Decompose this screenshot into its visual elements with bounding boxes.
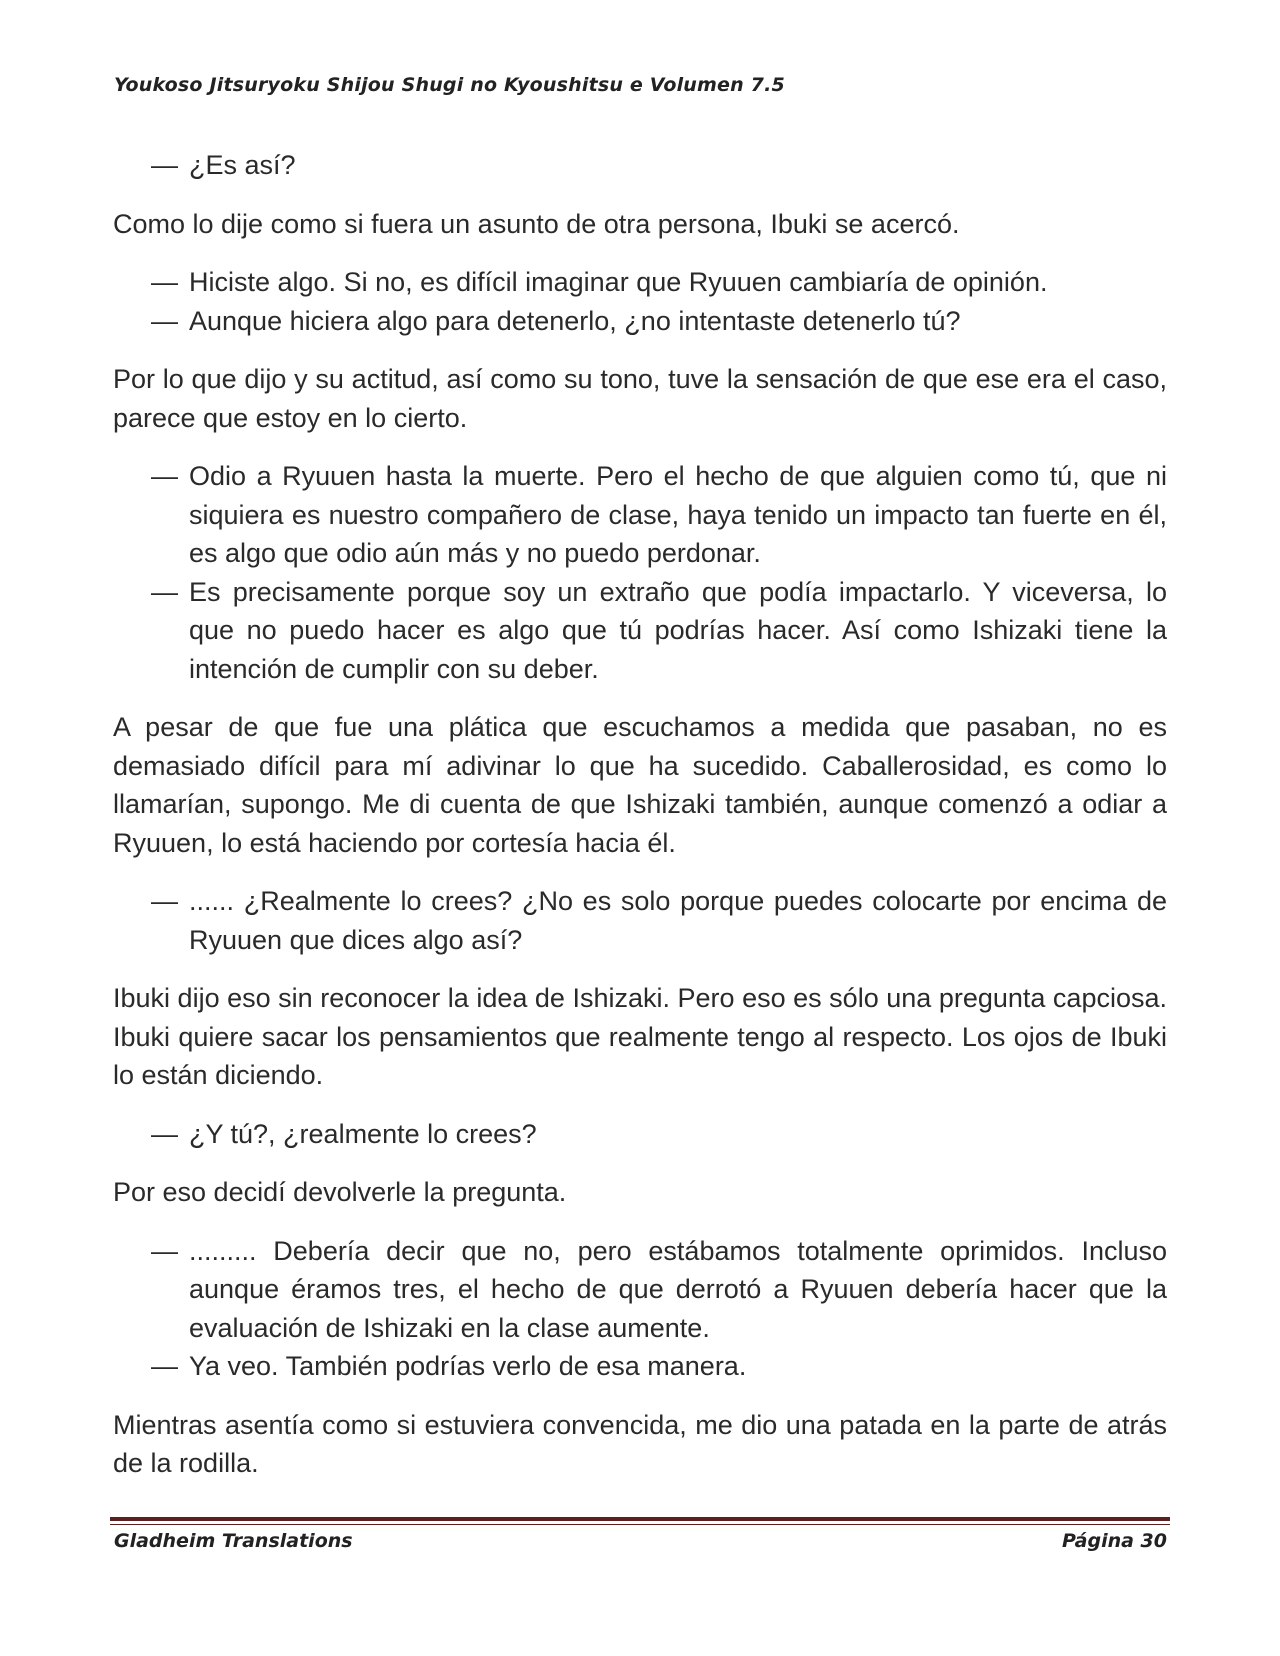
paragraph: A pesar de que fue una plática que escuchamos a medida que pasaban, no es demasiado difícil para mí adivinar lo que ha sucedido. Caballerosidad, es como lo llamarían, supongo. Me di cuenta de que Ishizaki también, aunque comenzó a odiar a Ryuuen, lo está haciendo por cortesía hacia él.	[113, 712, 1167, 858]
dialogue-group	[113, 1115, 1167, 1154]
dialogue-line	[113, 457, 1167, 573]
paragraph: Por lo que dijo y su actitud, así como su tono, tuve la sensación de que ese era el caso, parece que estoy en lo cierto.	[113, 364, 1167, 433]
dialogue-group	[113, 146, 1167, 185]
dialogue-line	[113, 146, 1167, 185]
dialogue-dash: —	[151, 305, 178, 336]
dialogue-dash: —	[151, 1351, 178, 1381]
dialogue-group	[113, 1232, 1167, 1386]
dialogue-dash: —	[151, 461, 178, 491]
dialogue-text: Odio a Ryuuen hasta la muerte. Pero el hecho de que alguien como tú, que ni siquiera es nuestro compañero de clase, haya tenido un impacto tan fuerte en él, es algo que odio aún más y no puedo perdonar.	[189, 461, 1167, 568]
dialogue-line	[113, 573, 1167, 689]
dialogue-dash: —	[151, 576, 178, 607]
dialogue-text: Hiciste algo. Si no, es difícil imaginar que Ryuuen cambiaría de opinión.	[189, 267, 1048, 297]
dialogue-dash: —	[151, 267, 178, 297]
dialogue-text: ......... Debería decir que no, pero estábamos totalmente oprimidos. Incluso aunque éramos tres, el hecho de que derrotó a Ryuuen debería hacer que la evaluación de Ishizaki en la clase aumente.	[189, 1235, 1167, 1343]
dialogue-text: Aunque hiciera algo para detenerlo, ¿no intentaste detenerlo tú?	[189, 305, 961, 336]
dialogue-text: ¿Es así?	[189, 150, 296, 180]
dialogue-text: Ya veo. También podrías verlo de esa manera.	[189, 1351, 747, 1381]
paragraph: Como lo dije como si fuera un asunto de otra persona, Ibuki se acercó.	[113, 208, 960, 239]
page-number: Página 30	[1061, 1530, 1167, 1552]
footer-divider	[110, 1517, 1170, 1521]
dialogue-group	[113, 263, 1167, 340]
footer-divider-thin	[110, 1524, 1170, 1525]
dialogue-dash: —	[151, 1118, 178, 1149]
dialogue-line	[113, 882, 1167, 959]
dialogue-text: Es precisamente porque soy un extraño que podía impactarlo. Y viceversa, lo que no puedo hacer es algo que tú podrías hacer. Así como Ishizaki tiene la intención de cumplir con su deber.	[189, 576, 1167, 684]
dialogue-line	[113, 1115, 1167, 1154]
dialogue-group	[113, 882, 1167, 959]
dialogue-line	[113, 302, 1167, 341]
dialogue-text: ...... ¿Realmente lo crees? ¿No es solo porque puedes colocarte por encima de Ryuuen que dices algo así?	[189, 886, 1167, 955]
dialogue-text: ¿Y tú?, ¿realmente lo crees?	[189, 1118, 537, 1149]
dialogue-line	[113, 263, 1167, 302]
dialogue-line	[113, 1347, 1167, 1386]
dialogue-group	[113, 457, 1167, 688]
paragraph: Mientras asentía como si estuviera convencida, me dio una patada en la parte de atrás de la rodilla.	[113, 1409, 1167, 1478]
running-header: Youkoso Jitsuryoku Shijou Shugi no Kyoushitsu e Volumen 7.5	[114, 74, 785, 96]
dialogue-dash: —	[151, 150, 178, 180]
footer-credit: Gladheim Translations	[114, 1530, 353, 1552]
dialogue-dash: —	[151, 886, 178, 916]
paragraph: Por eso decidí devolverle la pregunta.	[113, 1177, 567, 1207]
paragraph: Ibuki dijo eso sin reconocer la idea de Ishizaki. Pero eso es sólo una pregunta capciosa. Ibuki quiere sacar los pensamientos que realmente tengo al respecto. Los ojos de Ibuki lo están diciendo.	[113, 983, 1167, 1090]
dialogue-dash: —	[151, 1235, 178, 1266]
dialogue-line	[113, 1232, 1167, 1348]
page-body	[113, 146, 1167, 1503]
